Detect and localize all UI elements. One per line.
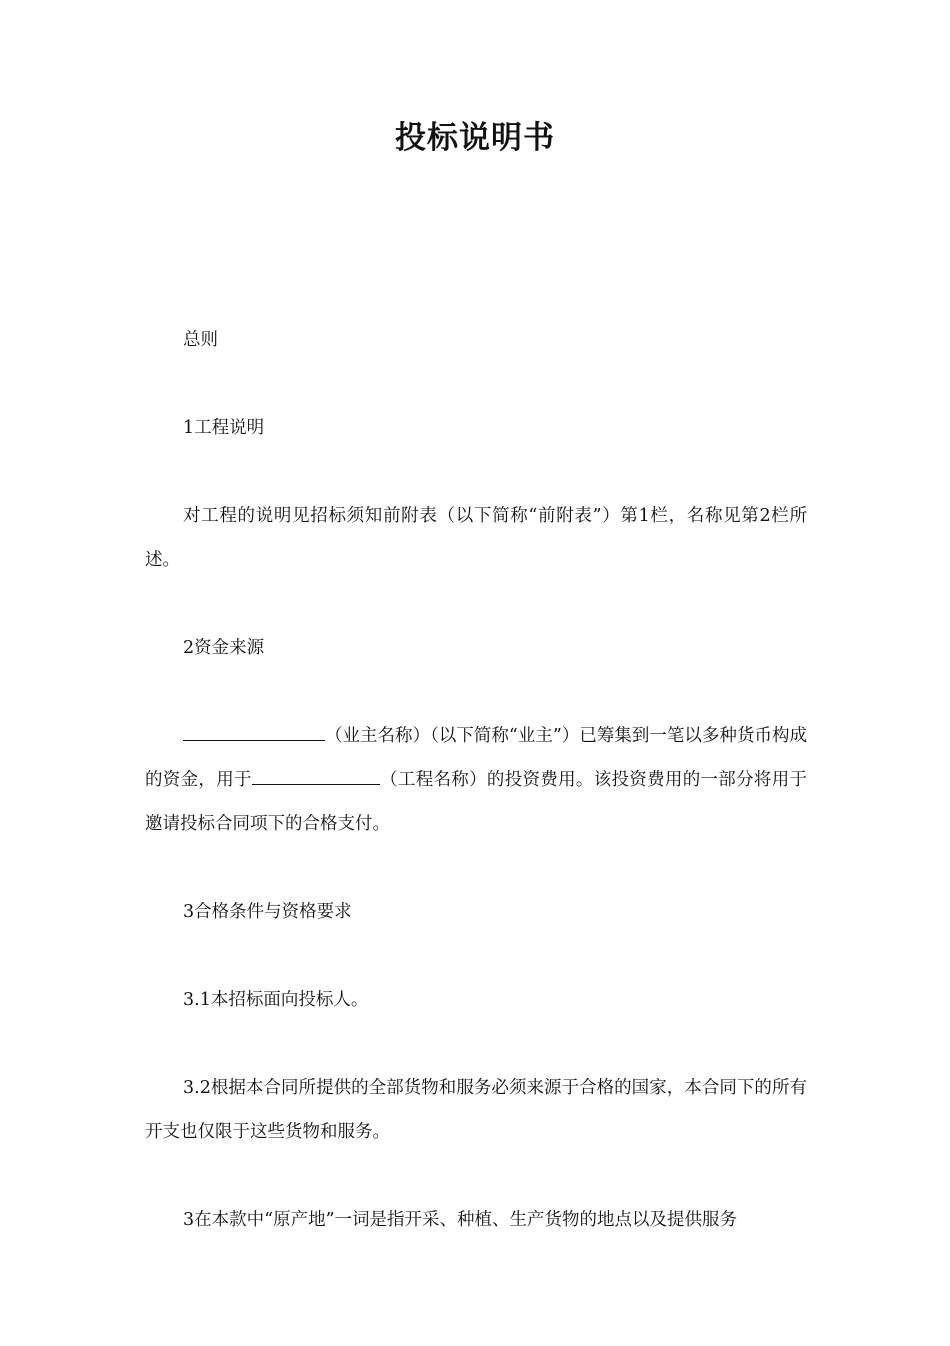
section-3-3: 3在本款中“原产地”一词是指开采、种植、生产货物的地点以及提供服务 — [183, 1210, 738, 1230]
section-3-heading: 3合格条件与资格要求 — [183, 902, 352, 922]
owner-name-blank — [183, 724, 325, 741]
section-3-1: 3.1本招标面向投标人。 — [183, 990, 369, 1010]
project-name-blank — [252, 768, 380, 785]
section-2-heading: 2资金来源 — [183, 638, 265, 658]
document-title: 投标说明书 — [395, 120, 555, 156]
section-1-heading: 1工程说明 — [183, 418, 265, 438]
section-2-body-part1: （业主名称）（以下简称“业主”）已筹集到一笔以多种货币构成的资金，用于 — [145, 726, 807, 790]
section-3-2: 3.2根据本合同所提供的全部货物和服务必须来源于合格的国家，本合同下的所有开支也仅限于这些货物和服务。 — [145, 1078, 807, 1142]
section-1-body: 对工程的说明见招标须知前附表（以下简称“前附表”）第1栏，名称见第2栏所述。 — [145, 506, 807, 570]
section-general-heading: 总则 — [183, 330, 218, 350]
section-2-body — [145, 714, 807, 846]
section-2-body-part2: （工程名称）的投资费用。该投资费用的一部分将用于邀请投标合同项下的合格支付。 — [145, 770, 808, 834]
